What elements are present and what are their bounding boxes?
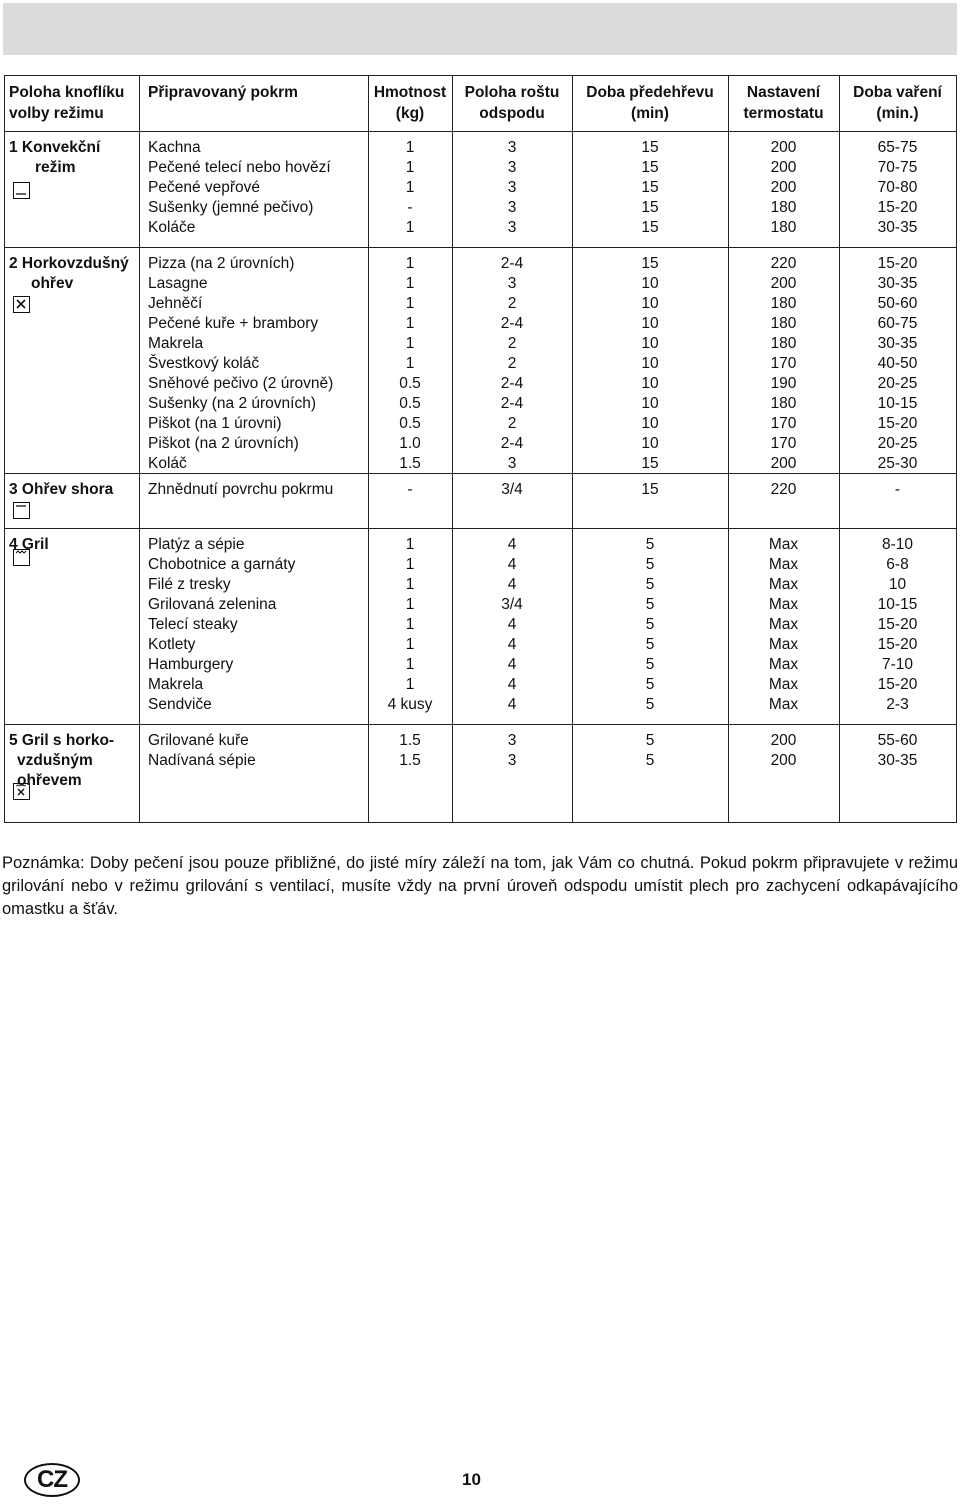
cell-preheat: 15 <box>641 199 659 216</box>
cell-time: 70-75 <box>877 159 918 176</box>
cell-time: 10-15 <box>877 395 918 412</box>
cell-thermostat: Max <box>768 596 799 613</box>
cell-preheat: 5 <box>645 556 655 573</box>
cell-time: 30-35 <box>877 335 918 352</box>
cell-time: 25-30 <box>877 455 918 472</box>
cell-time: 15-20 <box>877 199 918 216</box>
cell-food: Makrela <box>148 676 204 693</box>
cell-preheat: 10 <box>641 275 659 292</box>
cell-thermostat: 220 <box>770 481 797 498</box>
fan-heating-icon <box>13 296 30 313</box>
cell-preheat: 15 <box>641 139 659 156</box>
cell-thermostat: 200 <box>770 455 797 472</box>
cell-time: 10-15 <box>877 596 918 613</box>
cell-preheat: 10 <box>641 335 659 352</box>
cell-thermostat: Max <box>768 576 799 593</box>
cell-weight: 1 <box>405 616 415 633</box>
cell-preheat: 5 <box>645 676 655 693</box>
cell-rack: 2 <box>507 415 517 432</box>
cell-thermostat: 170 <box>770 435 797 452</box>
cell-weight: 4 kusy <box>387 696 433 713</box>
cell-time: 10 <box>888 576 907 593</box>
cell-preheat: 10 <box>641 375 659 392</box>
cell-food: Nadívaná sépie <box>148 752 256 769</box>
cell-preheat: 15 <box>641 159 659 176</box>
cell-rack: 3 <box>507 732 517 749</box>
cell-thermostat: Max <box>768 616 799 633</box>
cell-weight: 0.5 <box>399 395 421 412</box>
cell-weight: 1 <box>405 355 415 372</box>
cell-rack: 2 <box>507 335 517 352</box>
cell-food: Kachna <box>148 139 201 156</box>
cell-thermostat: 170 <box>770 355 797 372</box>
header-band <box>3 3 957 55</box>
cell-weight: 1 <box>405 596 415 613</box>
cell-weight: 1 <box>405 179 415 196</box>
cell-rack: 3 <box>507 139 517 156</box>
header-rack: Poloha roštu odspodu <box>464 84 560 122</box>
cell-rack: 3/4 <box>501 481 523 498</box>
cell-weight: 1 <box>405 275 415 292</box>
cell-rack: 3 <box>507 275 517 292</box>
cell-food: Sněhové pečivo (2 úrovně) <box>148 375 334 392</box>
cell-preheat: 10 <box>641 435 659 452</box>
mode-label: 2 Horkovzdušný ohřev <box>9 255 129 292</box>
cell-thermostat: 180 <box>770 395 797 412</box>
cell-time: 15-20 <box>877 255 918 272</box>
cell-weight: 1 <box>405 219 415 236</box>
cell-rack: 3 <box>507 752 517 769</box>
cell-preheat: 15 <box>641 255 659 272</box>
cell-food: Hamburgery <box>148 656 234 673</box>
cell-preheat: 5 <box>645 616 655 633</box>
cell-preheat: 5 <box>645 576 655 593</box>
cell-weight: 1 <box>405 656 415 673</box>
cell-time: 15-20 <box>877 616 918 633</box>
cell-time: 65-75 <box>877 139 918 156</box>
cell-food: Piškot (na 1 úrovni) <box>148 415 282 432</box>
cell-weight: - <box>407 481 413 498</box>
cell-time: 30-35 <box>877 752 918 769</box>
cell-weight: 1 <box>405 536 415 553</box>
cell-food: Grilované kuře <box>148 732 249 749</box>
cell-preheat: 5 <box>645 696 655 713</box>
cell-rack: 2-4 <box>500 435 524 452</box>
cell-food: Kotlety <box>148 636 196 653</box>
cell-preheat: 5 <box>645 656 655 673</box>
cell-food: Lasagne <box>148 275 208 292</box>
cell-time: 8-10 <box>881 536 914 553</box>
cell-preheat: 5 <box>645 752 655 769</box>
cell-weight: 1 <box>405 295 415 312</box>
cell-thermostat: 190 <box>770 375 797 392</box>
country-badge: CZ <box>24 1463 80 1497</box>
cell-rack: 4 <box>507 616 517 633</box>
cell-rack: 3 <box>507 159 517 176</box>
cell-preheat: 5 <box>645 596 655 613</box>
cell-thermostat: Max <box>768 696 799 713</box>
cell-weight: - <box>407 199 413 216</box>
cell-food: Telecí steaky <box>148 616 238 633</box>
footnote: Poznámka: Doby pečení jsou pouze přibližné, do jisté míry záleží na tom, jak Vám co chutná. Pokud pokrm připravujete v režimu grilování nebo v režimu grilování s ventilací, musíte vždy na první úroveň odspodu umístit plech pro zachycení odkapávajícího omastku a šťáv. <box>2 854 958 918</box>
cell-weight: 1.5 <box>399 455 421 472</box>
cell-rack: 4 <box>507 556 517 573</box>
cell-weight: 1.5 <box>399 732 421 749</box>
cell-time: 70-80 <box>877 179 918 196</box>
cell-time: 2-3 <box>886 696 909 713</box>
cell-food: Sendviče <box>148 696 212 713</box>
cell-time: 40-50 <box>877 355 918 372</box>
cell-weight: 1 <box>405 255 415 272</box>
cell-weight: 1 <box>405 576 415 593</box>
cell-rack: 2-4 <box>500 255 524 272</box>
cell-food: Pečené vepřové <box>148 179 261 196</box>
cell-preheat: 15 <box>641 481 659 498</box>
cell-thermostat: 200 <box>770 732 797 749</box>
cell-food: Piškot (na 2 úrovních) <box>148 435 299 452</box>
cell-time: 60-75 <box>877 315 918 332</box>
cell-time: 30-35 <box>877 275 918 292</box>
cell-weight: 0.5 <box>399 415 421 432</box>
header-thermostat: Nastavení termostatu <box>743 84 824 122</box>
cell-thermostat: 170 <box>770 415 797 432</box>
cell-food: Platýz a sépie <box>148 536 245 553</box>
cell-thermostat: 200 <box>770 159 797 176</box>
header-time: Doba vaření (min.) <box>853 84 942 122</box>
cell-rack: 3 <box>507 199 517 216</box>
cell-preheat: 5 <box>645 732 655 749</box>
cell-rack: 4 <box>507 656 517 673</box>
cell-time: - <box>894 481 901 498</box>
cell-food: Koláče <box>148 219 196 236</box>
cell-rack: 3 <box>507 455 517 472</box>
cell-weight: 1.0 <box>399 435 421 452</box>
cell-weight: 1 <box>405 556 415 573</box>
header-mode: Poloha knoflíku volby režimu <box>9 84 125 122</box>
cell-rack: 4 <box>507 696 517 713</box>
cell-thermostat: 200 <box>770 275 797 292</box>
cell-preheat: 10 <box>641 315 659 332</box>
cell-rack: 2 <box>507 295 517 312</box>
cell-thermostat: 200 <box>770 139 797 156</box>
cell-rack: 2-4 <box>500 395 524 412</box>
cell-thermostat: 180 <box>770 335 797 352</box>
grill-icon <box>13 549 30 566</box>
cell-food: Grilovaná zelenina <box>148 596 277 613</box>
cell-preheat: 10 <box>641 355 659 372</box>
cell-weight: 1 <box>405 335 415 352</box>
cell-preheat: 10 <box>641 415 659 432</box>
cell-food: Filé z tresky <box>148 576 231 593</box>
cell-thermostat: Max <box>768 556 799 573</box>
cell-food: Švestkový koláč <box>148 355 260 372</box>
mode-label: 1 Konvekční režim <box>9 139 101 176</box>
cell-time: 30-35 <box>877 219 918 236</box>
cell-food: Zhnědnutí povrchu pokrmu <box>148 481 334 498</box>
cell-weight: 1 <box>405 636 415 653</box>
cell-thermostat: 180 <box>770 315 797 332</box>
cell-time: 20-25 <box>877 435 918 452</box>
cell-weight: 1 <box>405 159 415 176</box>
cell-food: Pečené kuře + brambory <box>148 315 319 332</box>
cell-food: Makrela <box>148 335 204 352</box>
header-food: Připravovaný pokrm <box>148 84 298 101</box>
cell-thermostat: 220 <box>770 255 797 272</box>
cell-preheat: 15 <box>641 455 659 472</box>
cell-weight: 1 <box>405 139 415 156</box>
cell-weight: 1 <box>405 676 415 693</box>
cell-food: Pečené telecí nebo hovězí <box>148 159 331 176</box>
mode-label: 5 Gril s horko- vzdušným ohřevem <box>9 732 115 789</box>
cell-rack: 4 <box>507 636 517 653</box>
cell-weight: 1 <box>405 315 415 332</box>
cell-time: 15-20 <box>877 415 918 432</box>
cell-preheat: 10 <box>641 295 659 312</box>
cell-thermostat: 180 <box>770 295 797 312</box>
fan-grill-icon <box>13 783 30 800</box>
cell-time: 15-20 <box>877 676 918 693</box>
cell-weight: 0.5 <box>399 375 421 392</box>
mode-label: 3 Ohřev shora <box>9 481 114 498</box>
cell-preheat: 10 <box>641 395 659 412</box>
header-weight: Hmotnost (kg) <box>373 84 447 122</box>
convection-mode-icon <box>13 182 30 199</box>
cell-food: Sušenky (na 2 úrovních) <box>148 395 317 412</box>
cell-thermostat: 200 <box>770 752 797 769</box>
cell-thermostat: Max <box>768 536 799 553</box>
cell-food: Jehněčí <box>148 295 203 312</box>
cell-rack: 4 <box>507 676 517 693</box>
cell-rack: 2-4 <box>500 375 524 392</box>
cooking-table <box>4 75 957 823</box>
cell-rack: 4 <box>507 576 517 593</box>
cell-food: Pizza (na 2 úrovních) <box>148 255 295 272</box>
cell-thermostat: Max <box>768 676 799 693</box>
cell-thermostat: Max <box>768 636 799 653</box>
cell-preheat: 5 <box>645 636 655 653</box>
cell-preheat: 15 <box>641 179 659 196</box>
top-heating-icon <box>13 502 30 519</box>
cell-time: 20-25 <box>877 375 918 392</box>
header-preheat: Doba předehřevu (min) <box>586 84 714 122</box>
cell-time: 50-60 <box>877 295 918 312</box>
cell-time: 6-8 <box>886 556 909 573</box>
cell-time: 15-20 <box>877 636 918 653</box>
cell-rack: 2 <box>507 355 517 372</box>
page-number: 10 <box>462 1470 481 1489</box>
mode-label: 4 Gril <box>9 536 49 553</box>
cell-preheat: 15 <box>641 219 659 236</box>
cell-food: Koláč <box>148 455 187 472</box>
cell-rack: 3/4 <box>501 596 523 613</box>
cell-rack: 2-4 <box>500 315 524 332</box>
cell-thermostat: 200 <box>770 179 797 196</box>
cell-food: Chobotnice a garnáty <box>148 556 296 573</box>
cell-thermostat: Max <box>768 656 799 673</box>
cell-thermostat: 180 <box>770 219 797 236</box>
cell-preheat: 5 <box>645 536 655 553</box>
cell-weight: 1.5 <box>399 752 421 769</box>
cell-thermostat: 180 <box>770 199 797 216</box>
cell-rack: 3 <box>507 179 517 196</box>
cell-rack: 4 <box>507 536 517 553</box>
cell-food: Sušenky (jemné pečivo) <box>148 199 314 216</box>
cell-time: 55-60 <box>877 732 918 749</box>
cell-rack: 3 <box>507 219 517 236</box>
cell-time: 7-10 <box>881 656 914 673</box>
